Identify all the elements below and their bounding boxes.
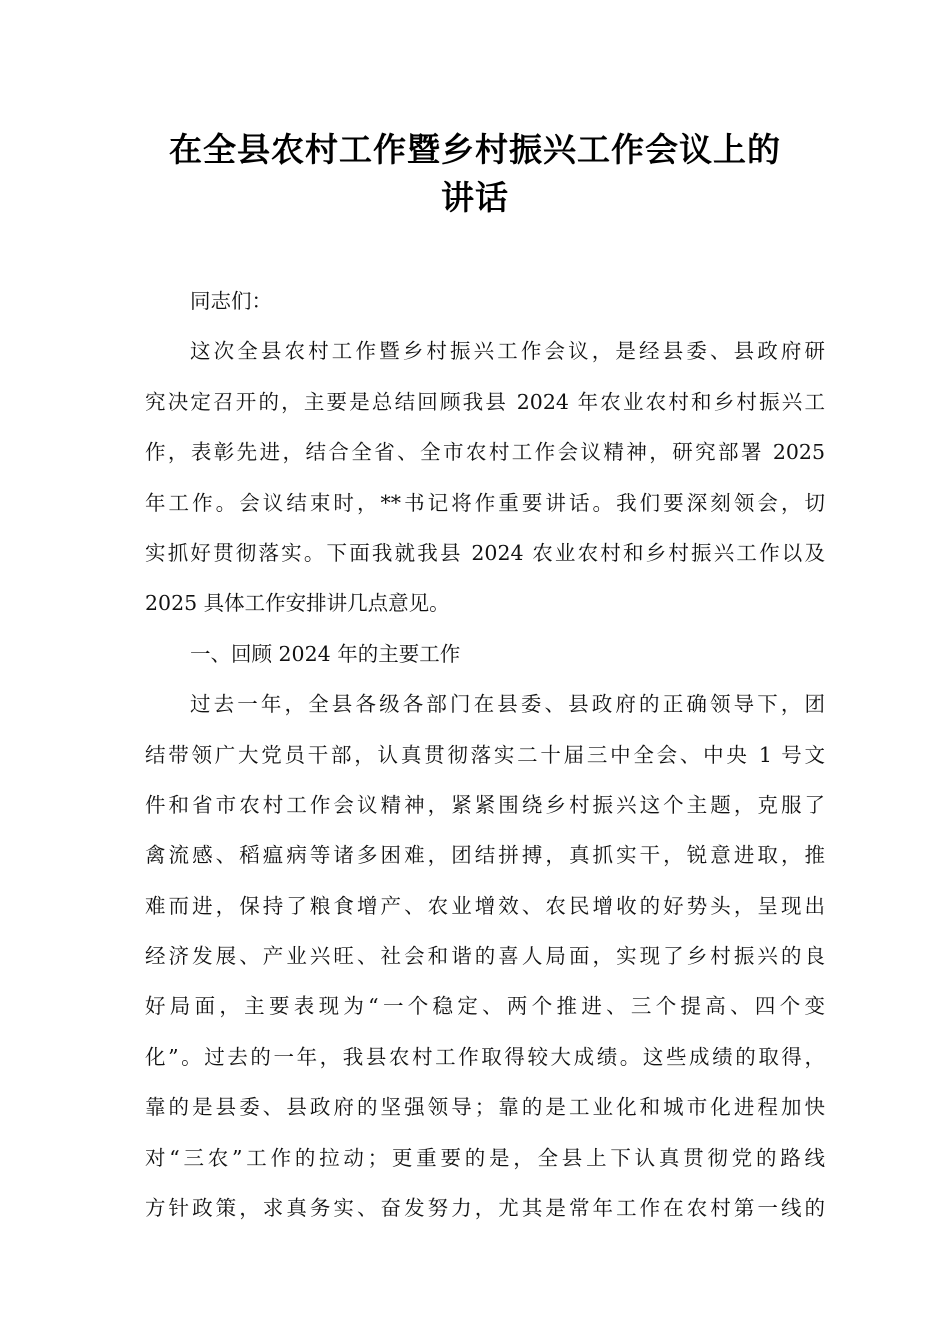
paragraph-line: 究决定召开的，主要是总结回顾我县 2024 年农业农村和乡村振兴工	[145, 389, 825, 414]
section-heading: 一、回顾 2024 年的主要工作	[190, 641, 461, 666]
paragraph-line: 方针政策，求真务实、奋发努力，尤其是常年工作在农村第一线的	[145, 1196, 825, 1221]
paragraph-line: 年工作。会议结束时，**书记将作重要讲话。我们要深刻领会，切	[145, 490, 825, 515]
paragraph-line: 实抓好贯彻落实。下面我就我县 2024 农业农村和乡村振兴工作以及	[145, 540, 825, 565]
paragraph-line: 过去一年，全县各级各部门在县委、县政府的正确领导下，团	[190, 692, 825, 717]
document-title	[145, 126, 805, 222]
title-line: 讲话	[441, 178, 509, 217]
paragraph-line: 好局面，主要表现为“一个稳定、两个推进、三个提高、四个变	[145, 994, 825, 1019]
paragraph-line: 这次全县农村工作暨乡村振兴工作会议，是经县委、县政府研	[190, 339, 825, 364]
paragraph-line: 经济发展、产业兴旺、社会和谐的喜人局面，实现了乡村振兴的良	[145, 944, 825, 969]
paragraph-line: 对“三农”工作的拉动；更重要的是，全县上下认真贯彻党的路线	[145, 1145, 825, 1170]
paragraph-line: 作，表彰先进，结合全省、全市农村工作会议精神，研究部署 2025	[145, 440, 825, 465]
paragraph-line: 禽流感、稻瘟病等诸多困难，团结拼搏，真抓实干，锐意进取，推	[145, 843, 825, 868]
salutation: 同志们：	[190, 289, 272, 313]
paragraph-line: 2025 具体工作安排讲几点意见。	[145, 591, 450, 616]
paragraph-line: 结带领广大党员干部，认真贯彻落实二十届三中全会、中央 1 号文	[145, 742, 825, 767]
title-line: 在全县农村工作暨乡村振兴工作会议上的	[169, 130, 781, 169]
paragraph-line: 化”。过去的一年，我县农村工作取得较大成绩。这些成绩的取得，	[145, 1044, 825, 1069]
paragraph-line: 件和省市农村工作会议精神，紧紧围绕乡村振兴这个主题，克服了	[145, 792, 825, 817]
document-body	[145, 276, 825, 1233]
paragraph-line: 靠的是县委、县政府的坚强领导；靠的是工业化和城市化进程加快	[145, 1095, 825, 1120]
paragraph-line: 难而进，保持了粮食增产、农业增效、农民增收的好势头，呈现出	[145, 893, 825, 918]
